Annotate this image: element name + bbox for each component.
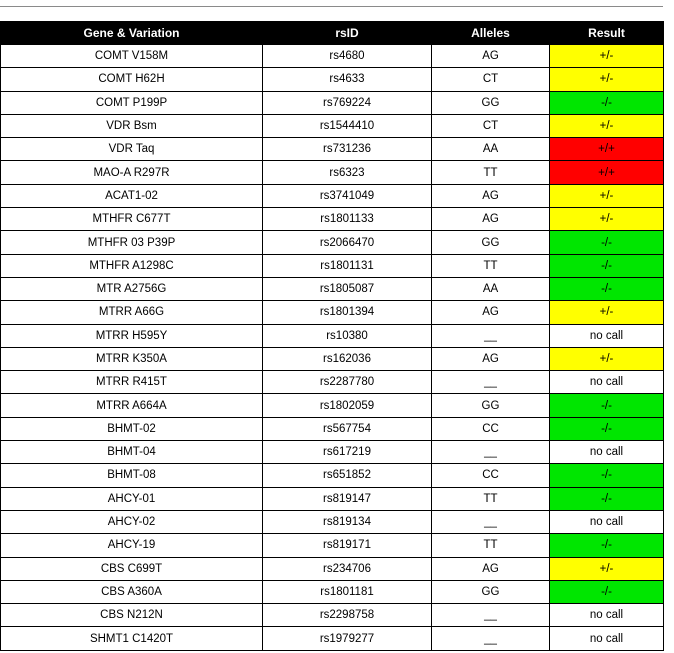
table-row [1, 510, 664, 533]
alleles-cell: __ [432, 324, 550, 347]
gene-variation-cell: MTHFR A1298C [1, 254, 263, 277]
rsid-cell: rs1544410 [263, 114, 432, 137]
result-cell: +/- [550, 347, 664, 370]
table-row [1, 68, 664, 91]
table-row [1, 231, 664, 254]
rsid-cell: rs2066470 [263, 231, 432, 254]
gene-variation-cell: VDR Taq [1, 138, 263, 161]
table-header [1, 22, 664, 45]
result-cell: -/- [550, 464, 664, 487]
gene-variation-cell: BHMT-02 [1, 417, 263, 440]
gene-variation-cell: VDR Bsm [1, 114, 263, 137]
table-row [1, 580, 664, 603]
rsid-cell: rs731236 [263, 138, 432, 161]
gene-variation-cell: ACAT1-02 [1, 184, 263, 207]
gene-variation-cell: BHMT-04 [1, 441, 263, 464]
alleles-cell: GG [432, 580, 550, 603]
result-cell: -/- [550, 91, 664, 114]
result-cell: -/- [550, 487, 664, 510]
result-cell: no call [550, 324, 664, 347]
result-cell: -/- [550, 534, 664, 557]
result-cell: +/+ [550, 161, 664, 184]
alleles-cell: AG [432, 301, 550, 324]
table-row [1, 417, 664, 440]
table-body [1, 45, 664, 651]
alleles-cell: AG [432, 347, 550, 370]
result-cell: +/+ [550, 138, 664, 161]
table-row [1, 301, 664, 324]
rsid-cell: rs3741049 [263, 184, 432, 207]
rsid-cell: rs819134 [263, 510, 432, 533]
table-row [1, 161, 664, 184]
result-cell: +/- [550, 557, 664, 580]
table-row [1, 184, 664, 207]
result-cell: -/- [550, 231, 664, 254]
alleles-cell: GG [432, 231, 550, 254]
rsid-cell: rs1805087 [263, 277, 432, 300]
table-row [1, 627, 664, 650]
gene-variation-cell: MTHFR 03 P39P [1, 231, 263, 254]
gene-variation-cell: BHMT-08 [1, 464, 263, 487]
gene-variation-cell: CBS C699T [1, 557, 263, 580]
alleles-cell: CC [432, 464, 550, 487]
result-cell: +/- [550, 114, 664, 137]
gene-variation-cell: AHCY-19 [1, 534, 263, 557]
alleles-cell: CT [432, 114, 550, 137]
alleles-cell: TT [432, 161, 550, 184]
column-header-alleles: Alleles [432, 22, 550, 45]
rsid-cell: rs2287780 [263, 371, 432, 394]
gene-variation-cell: SHMT1 C1420T [1, 627, 263, 650]
alleles-cell: AG [432, 45, 550, 68]
rsid-cell: rs567754 [263, 417, 432, 440]
alleles-cell: CC [432, 417, 550, 440]
table-row [1, 604, 664, 627]
gene-variation-cell: CBS N212N [1, 604, 263, 627]
result-cell: no call [550, 604, 664, 627]
alleles-cell: CT [432, 68, 550, 91]
alleles-cell: AA [432, 277, 550, 300]
alleles-cell: __ [432, 604, 550, 627]
table-row [1, 254, 664, 277]
result-cell: no call [550, 510, 664, 533]
table-row [1, 487, 664, 510]
gene-variation-cell: AHCY-02 [1, 510, 263, 533]
gene-variation-cell: MTRR H595Y [1, 324, 263, 347]
result-cell: -/- [550, 417, 664, 440]
table-row [1, 277, 664, 300]
alleles-cell: __ [432, 510, 550, 533]
alleles-cell: AG [432, 208, 550, 231]
table-row [1, 45, 664, 68]
gene-variation-cell: COMT V158M [1, 45, 263, 68]
result-cell: +/- [550, 208, 664, 231]
rsid-cell: rs4680 [263, 45, 432, 68]
table-row [1, 464, 664, 487]
gene-variation-cell: COMT H62H [1, 68, 263, 91]
alleles-cell: AG [432, 557, 550, 580]
gene-variation-cell: COMT P199P [1, 91, 263, 114]
result-cell: +/- [550, 184, 664, 207]
gene-variation-cell: MTRR A66G [1, 301, 263, 324]
result-cell: -/- [550, 394, 664, 417]
result-cell: -/- [550, 580, 664, 603]
rsid-cell: rs1801394 [263, 301, 432, 324]
rsid-cell: rs819147 [263, 487, 432, 510]
rsid-cell: rs819171 [263, 534, 432, 557]
table-row [1, 324, 664, 347]
top-divider [0, 6, 663, 7]
alleles-cell: TT [432, 487, 550, 510]
alleles-cell: GG [432, 91, 550, 114]
rsid-cell: rs769224 [263, 91, 432, 114]
alleles-cell: AG [432, 184, 550, 207]
alleles-cell: __ [432, 627, 550, 650]
result-cell: -/- [550, 277, 664, 300]
table-row [1, 394, 664, 417]
gene-variation-cell: CBS A360A [1, 580, 263, 603]
column-header-result: Result [550, 22, 664, 45]
rsid-cell: rs1801131 [263, 254, 432, 277]
gene-variation-cell: MTHFR C677T [1, 208, 263, 231]
alleles-cell: __ [432, 441, 550, 464]
rsid-cell: rs1801133 [263, 208, 432, 231]
result-cell: no call [550, 371, 664, 394]
gene-variation-cell: MTRR K350A [1, 347, 263, 370]
rsid-cell: rs1801181 [263, 580, 432, 603]
gene-variation-cell: AHCY-01 [1, 487, 263, 510]
result-cell: +/- [550, 68, 664, 91]
table-row [1, 371, 664, 394]
result-cell: no call [550, 627, 664, 650]
rsid-cell: rs10380 [263, 324, 432, 347]
result-cell: +/- [550, 301, 664, 324]
gene-variation-cell: MAO-A R297R [1, 161, 263, 184]
table-row [1, 208, 664, 231]
genetic-results-table [0, 21, 664, 651]
rsid-cell: rs162036 [263, 347, 432, 370]
gene-variation-cell: MTRR R415T [1, 371, 263, 394]
table-row [1, 441, 664, 464]
alleles-cell: AA [432, 138, 550, 161]
rsid-cell: rs1979277 [263, 627, 432, 650]
alleles-cell: GG [432, 394, 550, 417]
rsid-cell: rs6323 [263, 161, 432, 184]
alleles-cell: TT [432, 534, 550, 557]
table-row [1, 534, 664, 557]
alleles-cell: TT [432, 254, 550, 277]
rsid-cell: rs1802059 [263, 394, 432, 417]
table-row [1, 91, 664, 114]
table-row [1, 347, 664, 370]
table-row [1, 114, 664, 137]
result-cell: -/- [550, 254, 664, 277]
gene-variation-cell: MTR A2756G [1, 277, 263, 300]
result-cell: no call [550, 441, 664, 464]
rsid-cell: rs234706 [263, 557, 432, 580]
gene-variation-cell: MTRR A664A [1, 394, 263, 417]
table-row [1, 138, 664, 161]
result-cell: +/- [550, 45, 664, 68]
table-row [1, 557, 664, 580]
rsid-cell: rs2298758 [263, 604, 432, 627]
alleles-cell: __ [432, 371, 550, 394]
rsid-cell: rs651852 [263, 464, 432, 487]
header-row [1, 22, 664, 45]
rsid-cell: rs617219 [263, 441, 432, 464]
column-header-gene: Gene & Variation [1, 22, 263, 45]
rsid-cell: rs4633 [263, 68, 432, 91]
column-header-rsid: rsID [263, 22, 432, 45]
